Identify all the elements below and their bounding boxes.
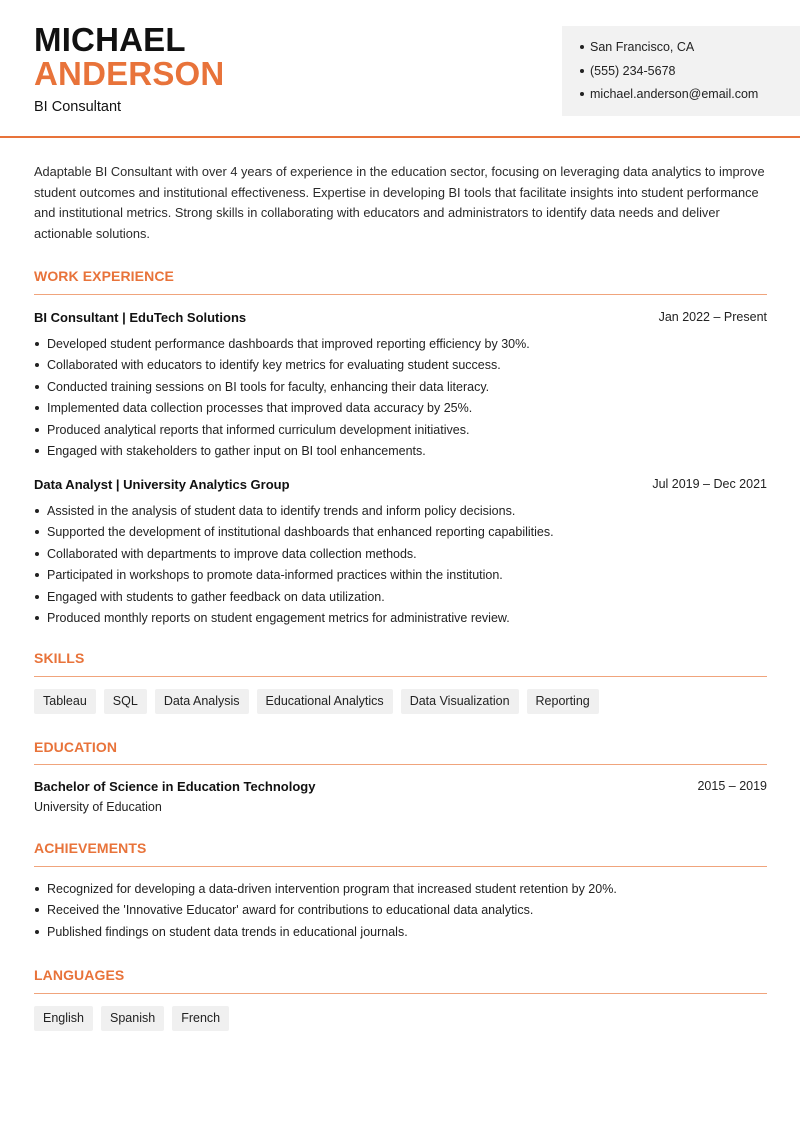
section-divider — [34, 993, 767, 994]
last-name: ANDERSON — [34, 55, 225, 92]
language-tag: English — [34, 1006, 93, 1031]
skill-tag: Reporting — [527, 689, 599, 714]
school-name: University of Education — [34, 800, 162, 814]
language-tag: Spanish — [101, 1006, 164, 1031]
contact-phone: (555) 234-5678 — [580, 63, 758, 87]
list-item: Supported the development of institutional dashboards that enhanced reporting capabilities. — [34, 524, 767, 545]
language-tag: French — [172, 1006, 229, 1031]
list-item: Published findings on student data trends in educational journals. — [34, 924, 767, 945]
job-dates: Jan 2022 – Present — [658, 310, 767, 324]
list-item: Engaged with stakeholders to gather input on BI tool enhancements. — [34, 443, 767, 464]
skills-list — [34, 689, 599, 714]
list-item: Produced analytical reports that informed curriculum development initiatives. — [34, 422, 767, 443]
job-dates: Jul 2019 – Dec 2021 — [652, 477, 767, 491]
job-position-company: Data Analyst | University Analytics Group — [34, 477, 290, 492]
contact-location: San Francisco, CA — [580, 39, 758, 63]
summary-paragraph: Adaptable BI Consultant with over 4 years of experience in the education sector, focusing on leveraging data analytics to improve student outcomes and institutional effectiveness. Expertise in developing BI tools that facilitate insights into student performance and institutional metrics. Strong skills in collaborating with educators and administrators to identify data needs and deliver actionable solutions. — [34, 164, 765, 241]
achievements-heading: ACHIEVEMENTS — [34, 840, 147, 856]
list-item: Implemented data collection processes that improved data accuracy by 25%. — [34, 400, 767, 421]
section-divider — [34, 294, 767, 295]
skills-heading: SKILLS — [34, 650, 85, 666]
list-item: Collaborated with educators to identify key metrics for evaluating student success. — [34, 357, 767, 378]
job-bullet-list — [34, 503, 767, 631]
list-item: Engaged with students to gather feedback on data utilization. — [34, 589, 767, 610]
contact-email: michael.anderson@email.com — [580, 86, 758, 110]
list-item: Produced monthly reports on student engagement metrics for administrative review. — [34, 610, 767, 631]
section-divider — [34, 866, 767, 867]
achievements-list — [34, 881, 767, 945]
list-item: Collaborated with departments to improve data collection methods. — [34, 546, 767, 567]
list-item: Conducted training sessions on BI tools for faculty, enhancing their data literacy. — [34, 379, 767, 400]
skill-tag: Data Visualization — [401, 689, 519, 714]
education-heading: EDUCATION — [34, 739, 118, 755]
candidate-name — [34, 23, 224, 91]
section-divider — [34, 764, 767, 765]
list-item: Recognized for developing a data-driven intervention program that increased student retention by 20%. — [34, 881, 767, 902]
skill-tag: Educational Analytics — [257, 689, 393, 714]
skill-tag: Tableau — [34, 689, 96, 714]
list-item: Assisted in the analysis of student data to identify trends and inform policy decisions. — [34, 503, 767, 524]
skill-tag: Data Analysis — [155, 689, 249, 714]
resume-header — [0, 0, 800, 138]
job-entry-header — [34, 477, 767, 492]
list-item: Participated in workshops to promote data-informed practices within the institution. — [34, 567, 767, 588]
languages-heading: LANGUAGES — [34, 967, 125, 983]
education-years: 2015 – 2019 — [697, 779, 767, 793]
job-entry-header — [34, 310, 767, 325]
first-name: MICHAEL — [34, 21, 186, 58]
job-bullet-list — [34, 336, 767, 464]
job-position-company: BI Consultant | EduTech Solutions — [34, 310, 247, 325]
languages-list — [34, 1006, 229, 1031]
contact-box — [562, 26, 800, 116]
skill-tag: SQL — [104, 689, 147, 714]
list-item: Developed student performance dashboards that improved reporting efficiency by 30%. — [34, 336, 767, 357]
section-divider — [34, 676, 767, 677]
list-item: Received the 'Innovative Educator' award for contributions to educational data analytics. — [34, 902, 767, 923]
job-title: BI Consultant — [34, 99, 122, 115]
degree-name: Bachelor of Science in Education Technology — [34, 779, 316, 794]
education-entry-header — [34, 779, 767, 794]
work-experience-heading: WORK EXPERIENCE — [34, 268, 174, 284]
